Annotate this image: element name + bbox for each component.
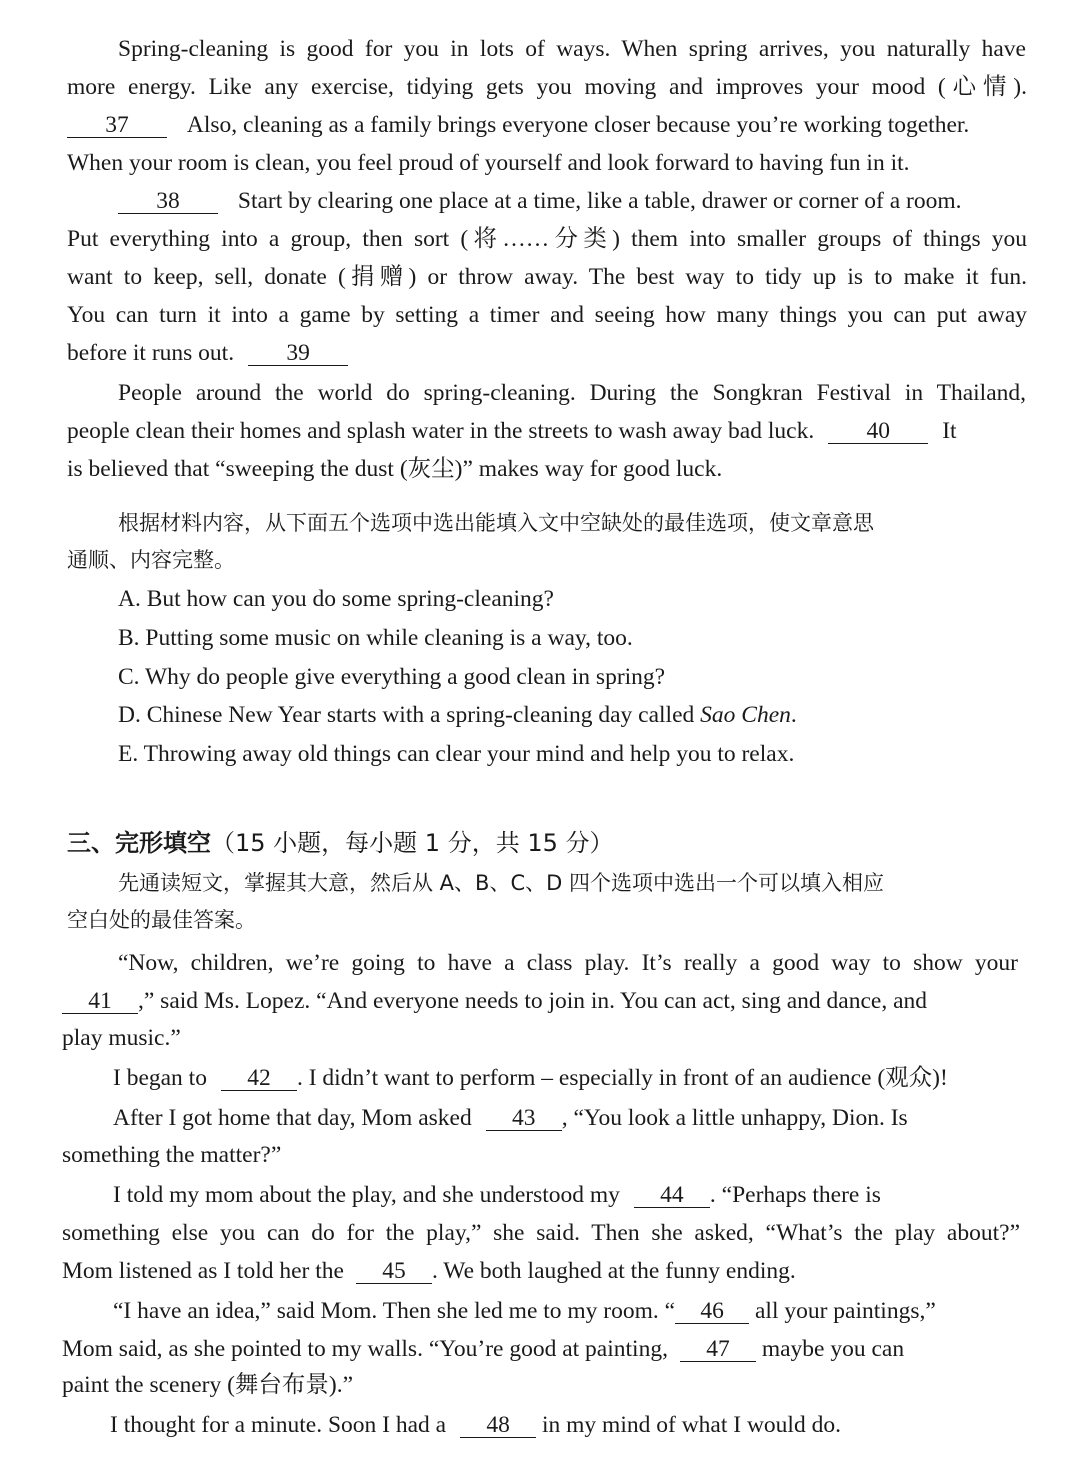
cloze-line: play music.” (62, 1025, 181, 1051)
section-heading-score: （15 小题，每小题 1 分，共 15 分） (211, 829, 614, 857)
cloze-text: . We both laughed at the funny ending. (431, 1258, 796, 1284)
option-d (118, 700, 797, 730)
passage-line (67, 110, 1033, 140)
passage-line (118, 186, 1026, 216)
blank-46[interactable]: 46 (675, 1299, 749, 1324)
blank-40[interactable]: 40 (828, 419, 928, 444)
blank-44[interactable]: 44 (634, 1183, 710, 1208)
blank-37[interactable]: 37 (67, 113, 167, 138)
cloze-line (110, 1410, 841, 1440)
option-a: A. But how can you do some spring-cleaning? (118, 586, 554, 612)
passage-line: You can turn it into a game by setting a timer and seeing how many things you can put away (67, 302, 1027, 328)
cloze-text: Mom said, as she pointed to my walls. “You’re good at painting, (62, 1336, 668, 1362)
cloze-text: “I have an idea,” said Mom. Then she led me to my room. “ (113, 1298, 676, 1324)
cloze-line (62, 986, 1020, 1016)
blank-41[interactable]: 41 (62, 989, 138, 1014)
blank-38[interactable]: 38 (118, 189, 218, 214)
cloze-line: something the matter?” (62, 1142, 282, 1168)
cloze-text: maybe you can (755, 1336, 905, 1362)
passage-line: want to keep, sell, donate (捐赠) or throw away. The best way to tidy up is to make it fun. (67, 264, 1027, 290)
passage-text: before it runs out. (67, 340, 235, 366)
section-heading-title: 三、完形填空 (67, 829, 211, 857)
cloze-text: , “You look a little unhappy, Dion. Is (561, 1105, 908, 1131)
passage-line (67, 338, 348, 368)
blank-39[interactable]: 39 (248, 341, 348, 366)
cloze-line (113, 1063, 948, 1093)
cloze-text: ,” said Ms. Lopez. “And everyone needs to join in. You can act, sing and dance, and (138, 988, 928, 1014)
passage-line: is believed that “sweeping the dust (灰尘)” makes way for good luck. (67, 456, 723, 482)
cloze-text: I thought for a minute. Soon I had a (110, 1412, 447, 1438)
passage-line (67, 416, 1027, 446)
cloze-line (113, 1103, 1019, 1133)
cloze-line (62, 1334, 1020, 1364)
cloze-text: in my mind of what I would do. (536, 1412, 841, 1438)
section-heading (67, 828, 614, 859)
passage-line: Put everything into a group, then sort (将……分类) them into smaller groups of things you (67, 226, 1027, 252)
blank-48[interactable]: 48 (460, 1413, 536, 1438)
passage-text: people clean their homes and splash water in the streets to wash away bad luck. (67, 418, 815, 444)
blank-42[interactable]: 42 (221, 1066, 297, 1091)
blank-47[interactable]: 47 (680, 1337, 756, 1362)
passage-line: People around the world do spring-cleaning. During the Songkran Festival in Thailand, (118, 380, 1026, 406)
option-d-text: D. Chinese New Year starts with a spring-cleaning day called (118, 702, 701, 728)
cloze-text: . I didn’t want to perform – especially in front of an audience (观众)! (296, 1065, 948, 1091)
cloze-text: I told my mom about the play, and she understood my (113, 1182, 620, 1208)
option-d-end: . (790, 702, 797, 728)
passage-line: When your room is clean, you feel proud of yourself and look forward to having fun in it. (67, 150, 910, 176)
passage-line: more energy. Like any exercise, tidying gets you moving and improves your mood (心情). (67, 74, 1027, 100)
cloze-text: . “Perhaps there is (709, 1182, 881, 1208)
cloze-text: Mom listened as I told her the (62, 1258, 344, 1284)
option-d-italic: Sao Chen (700, 702, 791, 728)
cloze-text: I began to (113, 1065, 207, 1091)
instruction-text: 根据材料内容，从下面五个选项中选出能填入文中空缺处的最佳选项，使文章意思 (118, 511, 874, 535)
cloze-line: paint the scenery (舞台布景).” (62, 1372, 354, 1398)
option-e: E. Throwing away old things can clear your mind and help you to relax. (118, 741, 795, 767)
passage-line: Spring-cleaning is good for you in lots of ways. When spring arrives, you naturally have (118, 36, 1026, 62)
blank-43[interactable]: 43 (486, 1106, 562, 1131)
cloze-line (113, 1296, 1019, 1326)
cloze-line (62, 1256, 796, 1286)
cloze-text: After I got home that day, Mom asked (113, 1105, 472, 1131)
blank-45[interactable]: 45 (356, 1259, 432, 1284)
passage-text: Also, cleaning as a family brings everyone closer because you’re working together. (186, 112, 970, 138)
instruction-text: 通顺、内容完整。 (67, 548, 235, 572)
cloze-line: something else you can do for the play,” she said. Then she asked, “What’s the play about?” (62, 1220, 1020, 1246)
instruction-text: 先通读短文，掌握其大意，然后从 A、B、C、D 四个选项中选出一个可以填入相应 (118, 871, 884, 895)
option-c: C. Why do people give everything a good clean in spring? (118, 664, 666, 690)
instruction-text: 空白处的最佳答案。 (67, 908, 256, 932)
passage-text: It (942, 418, 957, 444)
passage-text: Start by clearing one place at a time, like a table, drawer or corner of a room. (237, 188, 962, 214)
cloze-line (113, 1180, 1019, 1210)
cloze-text: all your paintings,” (749, 1298, 936, 1324)
cloze-line: “Now, children, we’re going to have a class play. It’s really a good way to show your (118, 950, 1018, 976)
option-b: B. Putting some music on while cleaning is a way, too. (118, 625, 633, 651)
